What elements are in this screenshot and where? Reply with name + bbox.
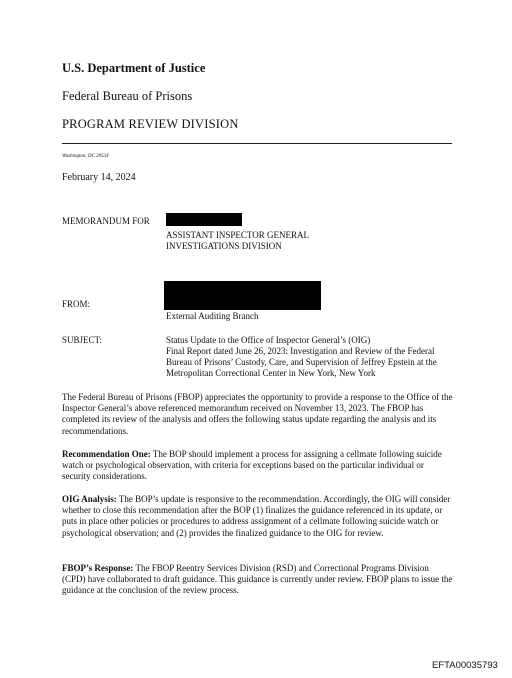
- memo-date: February 14, 2024: [62, 172, 136, 183]
- memo-for-line-1: ASSISTANT INSPECTOR GENERAL: [166, 230, 309, 240]
- redaction-block-sender: [164, 281, 321, 310]
- recommendation-text: The BOP should implement a process for assigning a cellmate following suicide watch or psychological observation, with criteria for exceptions based on the particular individual or security considerations.: [62, 449, 442, 482]
- recommendation-paragraph: [62, 449, 454, 483]
- oig-analysis-label: OIG Analysis:: [62, 494, 117, 504]
- subject-line-2: Final Report dated June 26, 2023: Investigation and Review of the Federal: [166, 346, 435, 356]
- subject-line-3: Bureau of Prisons’ Custody, Care, and Supervision of Jeffrey Epstein at the: [166, 357, 437, 367]
- division-heading: PROGRAM REVIEW DIVISION: [62, 117, 239, 131]
- intro-paragraph: The Federal Bureau of Prisons (FBOP) appreciates the opportunity to provide a response to the Office of the Inspector General’s above referenced memorandum received on November 13, 2023. The FBOP has completed its review of the analysis and offers the following status update regarding the analysis and its recommendations.: [62, 392, 453, 436]
- bureau-heading: Federal Bureau of Prisons: [62, 89, 193, 103]
- memo-for-line-2: INVESTIGATIONS DIVISION: [166, 241, 282, 251]
- header-rule: [62, 143, 452, 144]
- subject-line-4: Metropolitan Correctional Center in New York, New York: [166, 368, 376, 378]
- from-label: FROM:: [62, 299, 91, 309]
- fbop-response-paragraph: [62, 563, 454, 597]
- oig-analysis-text: The BOP’s update is responsive to the recommendation. Accordingly, the OIG will consider whether to close this recommendation after the BOP (1) finalizes the guidance referenced in its update, or puts in place other policies or procedures to address assignment of a cellmate following suicide watch or psychological observation; and (2) provides the finalized guidance to the OIG for review.: [62, 494, 451, 538]
- oig-analysis-paragraph: [62, 494, 454, 539]
- recommendation-label: Recommendation One:: [62, 449, 151, 459]
- subject-line-1: Status Update to the Office of Inspector General’s (OIG): [166, 335, 371, 345]
- subject-label: SUBJECT:: [62, 335, 103, 345]
- memo-for-label: MEMORANDUM FOR: [62, 216, 150, 226]
- fbop-response-text: The FBOP Reentry Services Division (RSD) and Correctional Programs Division (CPD) have collaborated to draft guidance. This guidance is currently under review. FBOP plans to issue the guidance at the conclusion of the review process.: [62, 563, 453, 596]
- redaction-block-recipient: [166, 213, 242, 226]
- fbop-response-label: FBOP’s Response:: [62, 563, 134, 573]
- location-line: Washington, DC 20534: [62, 154, 109, 159]
- from-line-1: External Auditing Branch: [166, 311, 259, 321]
- bates-number: EFTA00035793: [432, 660, 498, 671]
- department-heading: U.S. Department of Justice: [62, 61, 206, 75]
